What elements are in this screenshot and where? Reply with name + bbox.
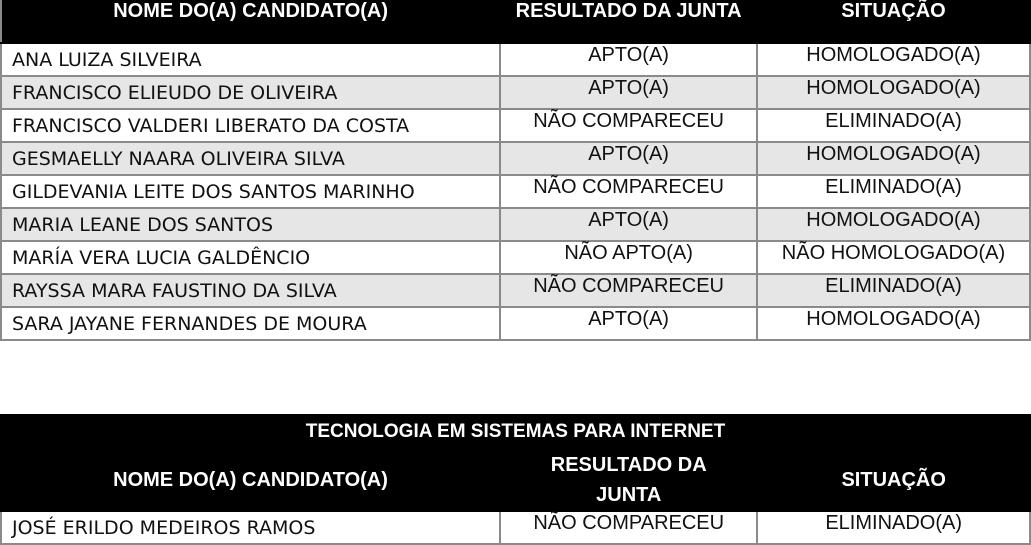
result-cell: APTO(A) [500,208,757,241]
status-cell: ELIMINADO(A) [757,109,1030,142]
table-row [1,208,1030,241]
status-cell: HOMOLOGADO(A) [757,76,1030,109]
header-name: NOME DO(A) CANDIDATO(A) [1,0,500,43]
table-row [1,142,1030,175]
candidate-name: FRANCISCO VALDERI LIBERATO DA COSTA [1,109,500,142]
status-cell: HOMOLOGADO(A) [757,208,1030,241]
status-cell: ELIMINADO(A) [757,175,1030,208]
candidate-name: MARIA LEANE DOS SANTOS [1,208,500,241]
result-cell: APTO(A) [500,76,757,109]
candidate-name: SARA JAYANE FERNANDES DE MOURA [1,307,500,340]
table-row [1,175,1030,208]
result-cell: NÃO COMPARECEU [500,511,757,544]
status-cell: NÃO HOMOLOGADO(A) [757,241,1030,274]
candidate-name: ANA LUIZA SILVEIRA [1,43,500,76]
result-cell: APTO(A) [500,307,757,340]
result-cell: NÃO COMPARECEU [500,175,757,208]
status-cell: HOMOLOGADO(A) [757,43,1030,76]
header-status: SITUAÇÃO [757,449,1030,511]
result-cell: APTO(A) [500,142,757,175]
table-row [1,76,1030,109]
table-header-row [1,0,1030,43]
table-row [1,307,1030,340]
header-result: RESULTADO DA JUNTA [500,0,757,43]
candidate-name: RAYSSA MARA FAUSTINO DA SILVA [1,274,500,307]
status-cell: HOMOLOGADO(A) [757,142,1030,175]
header-result-line2: JUNTA [596,484,662,506]
candidate-name: GESMAELLY NAARA OLIVEIRA SILVA [1,142,500,175]
header-result [500,449,757,511]
results-table-2 [0,414,1031,545]
course-title: TECNOLOGIA EM SISTEMAS PARA INTERNET [1,415,1030,449]
table-row [1,511,1030,544]
candidate-name: GILDEVANIA LEITE DOS SANTOS MARINHO [1,175,500,208]
header-status: SITUAÇÃO [757,0,1030,43]
candidate-name: JOSÉ ERILDO MEDEIROS RAMOS [1,511,500,544]
result-cell: NÃO APTO(A) [500,241,757,274]
status-cell: ELIMINADO(A) [757,274,1030,307]
status-cell: HOMOLOGADO(A) [757,307,1030,340]
status-cell: ELIMINADO(A) [757,511,1030,544]
result-cell: NÃO COMPARECEU [500,109,757,142]
course-title-row [1,415,1030,449]
candidate-name: FRANCISCO ELIEUDO DE OLIVEIRA [1,76,500,109]
header-name: NOME DO(A) CANDIDATO(A) [1,449,500,511]
table-row [1,43,1030,76]
table-row [1,274,1030,307]
header-result-line1: RESULTADO DA [550,454,707,476]
result-cell: APTO(A) [500,43,757,76]
table-row [1,109,1030,142]
candidate-name: MARÍA VERA LUCIA GALDÊNCIO [1,241,500,274]
table-header-row [1,449,1030,511]
result-cell: NÃO COMPARECEU [500,274,757,307]
table-row [1,241,1030,274]
